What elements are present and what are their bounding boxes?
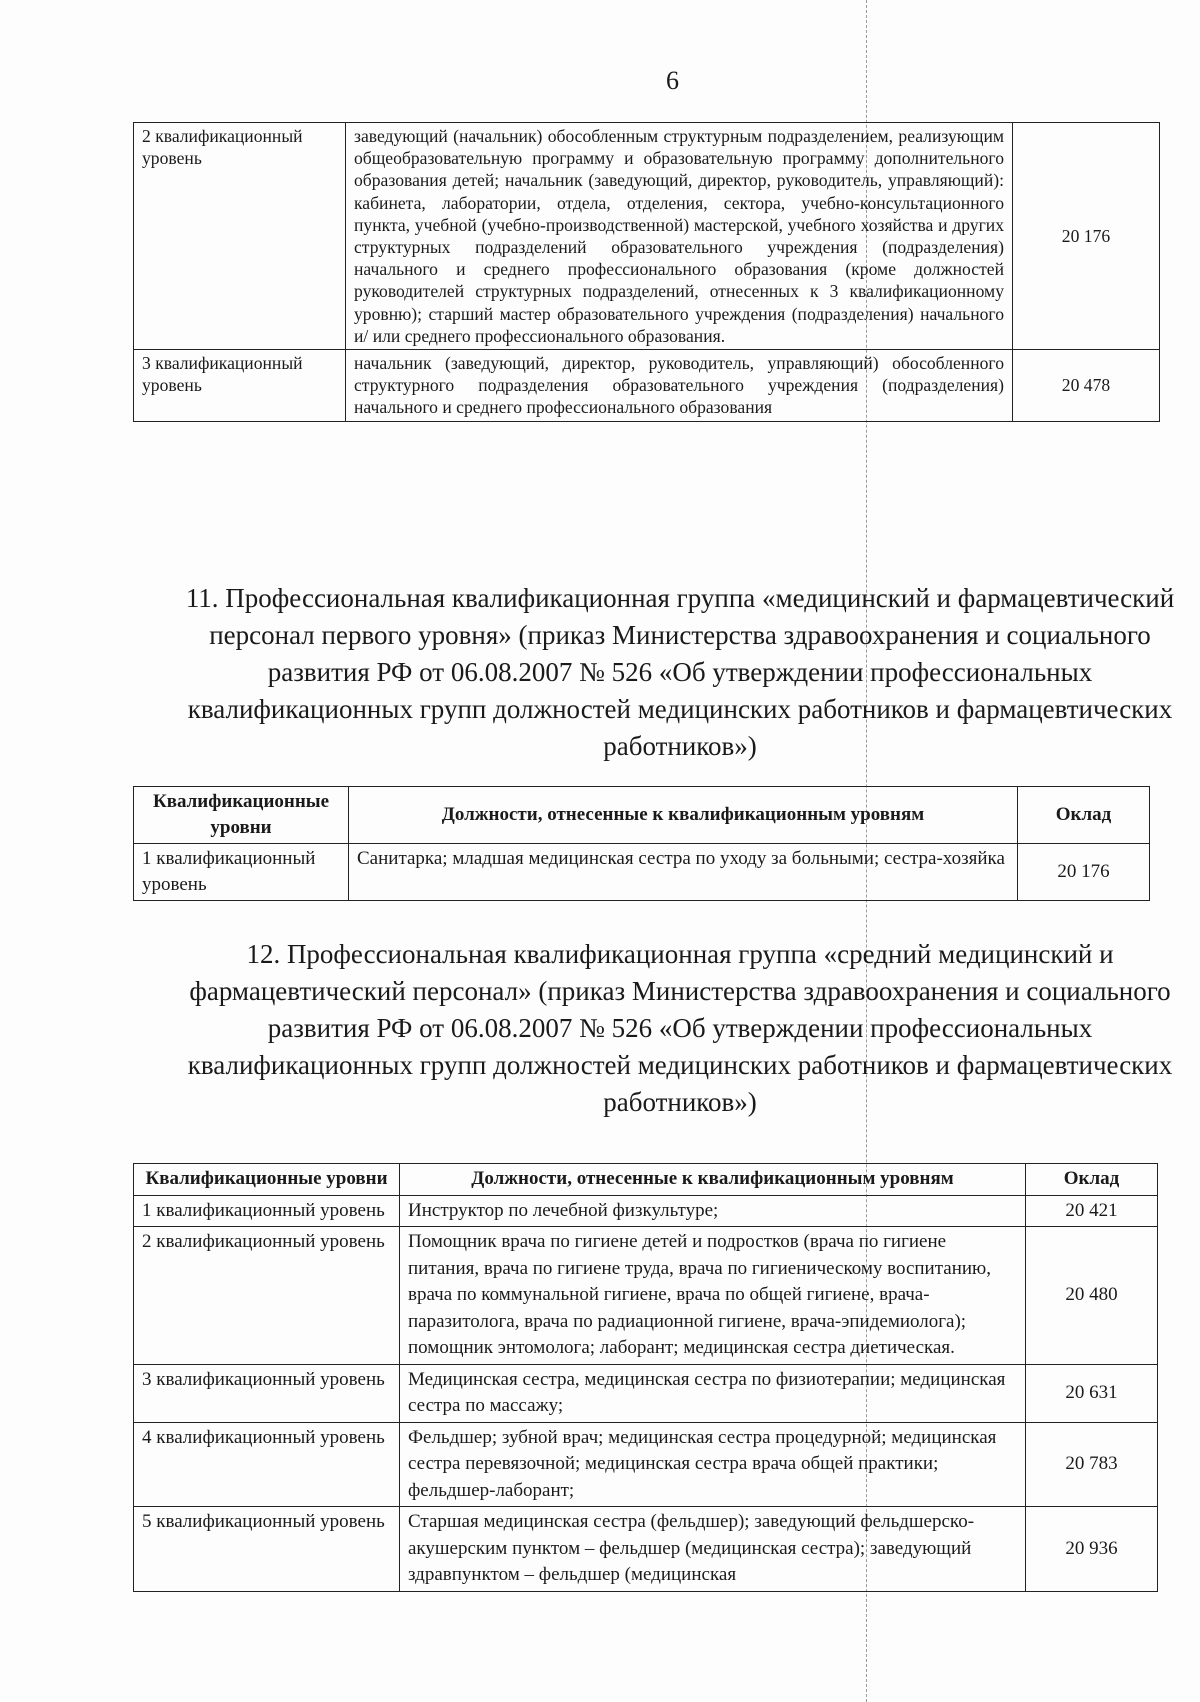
header-positions: Должности, отнесенные к квалификационным уровням: [349, 787, 1018, 844]
level-cell: 3 квалификационный уровень: [134, 350, 346, 422]
table-header-row: [134, 1164, 1158, 1196]
level-cell: 4 квалификационный уровень: [134, 1422, 400, 1507]
header-salary: Оклад: [1018, 787, 1150, 844]
positions-cell: начальник (заведующий, директор, руководитель, управляющий) обособленного структурного подразделения образовательного учреждения (подразделения) начального и среднего профессионального образования: [346, 350, 1013, 422]
positions-cell: Фельдшер; зубной врач; медицинская сестра процедурной; медицинская сестра перевязочной; медицинская сестра врача общей практики; фельдшер-лаборант;: [400, 1422, 1026, 1507]
positions-cell: Санитарка; младшая медицинская сестра по уходу за больными; сестра-хозяйка: [349, 844, 1018, 901]
header-level: Квалификационные уровни: [134, 787, 349, 844]
salary-cell: 20 631: [1026, 1364, 1158, 1422]
salary-cell: 20 936: [1026, 1507, 1158, 1592]
qualification-table-continued: [133, 122, 1160, 422]
section-12-table: [133, 1163, 1158, 1592]
positions-cell: заведующий (начальник) обособленным структурным подразделением, реализующим общеобразовательную программу и образовательную программу дополнительного образования детей; начальник (заведующий, директор, руководитель, управляющий): кабинета, лаборатории, отдела, отделения, сектора, учебно-консультационного пункта, учебной (учебно-производственной) мастерской, учебного хозяйства и других структурных подразделений образовательного учреждения (подразделения) начального и среднего профессионального образования (кроме должностей руководителей структурных подразделений, отнесенных к 3 квалификационному уровню); старший мастер образовательного учреждения (подразделения) начального и/ или среднего профессионального образования.: [346, 123, 1013, 350]
header-level: Квалификационные уровни: [134, 1164, 400, 1196]
positions-cell: Старшая медицинская сестра (фельдшер); заведующий фельдшерско-акушерским пунктом – фельдшер (медицинская сестра); заведующий здравпунктом – фельдшер (медицинская: [400, 1507, 1026, 1592]
table-row: [134, 1364, 1158, 1422]
level-cell: 5 квалификационный уровень: [134, 1507, 400, 1592]
level-cell: 1 квалификационный уровень: [134, 1195, 400, 1227]
level-cell: 2 квалификационный уровень: [134, 1227, 400, 1365]
salary-cell: 20 176: [1018, 844, 1150, 901]
salary-cell: 20 176: [1013, 123, 1160, 350]
section-11-heading: 11. Профессиональная квалификационная группа «медицинский и фармацевтический персонал первого уровня» (приказ Министерства здравоохранения и социального развития РФ от 06.08.2007 № 526 «Об утверждении профессиональных квалификационных групп должностей медицинских работников и фармацевтических работников»): [185, 583, 1175, 761]
table-row: [134, 1195, 1158, 1227]
positions-cell: Помощник врача по гигиене детей и подростков (врача по гигиене питания, врача по гигиене труда, врача по гигиеническому воспитанию, врача по коммунальной гигиене, врача по общей гигиене, врача-паразитолога, врача по радиационной гигиене, врача-эпидемиолога); помощник энтомолога; лаборант; медицинская сестра диетическая.: [400, 1227, 1026, 1365]
table-row: [134, 350, 1160, 422]
page-number: 6: [666, 66, 679, 95]
table-row: [134, 1422, 1158, 1507]
salary-cell: 20 783: [1026, 1422, 1158, 1507]
salary-cell: 20 480: [1026, 1227, 1158, 1365]
table-row: [134, 1507, 1158, 1592]
section-12-heading: 12. Профессиональная квалификационная группа «средний медицинский и фармацевтический персонал» (приказ Министерства здравоохранения и социального развития РФ от 06.08.2007 № 526 «Об утверждении профессиональных квалификационных групп должностей медицинских работников и фармацевтических работников»): [187, 939, 1173, 1117]
table-row: [134, 844, 1150, 901]
table-header-row: [134, 787, 1150, 844]
table-row: [134, 1227, 1158, 1365]
level-cell: 2 квалификационный уровень: [134, 123, 346, 350]
positions-cell: Инструктор по лечебной физкультуре;: [400, 1195, 1026, 1227]
positions-cell: Медицинская сестра, медицинская сестра по физиотерапии; медицинская сестра по массажу;: [400, 1364, 1026, 1422]
header-positions: Должности, отнесенные к квалификационным уровням: [400, 1164, 1026, 1196]
level-cell: 3 квалификационный уровень: [134, 1364, 400, 1422]
level-cell: 1 квалификационный уровень: [134, 844, 349, 901]
header-salary: Оклад: [1026, 1164, 1158, 1196]
salary-cell: 20 421: [1026, 1195, 1158, 1227]
table-row: [134, 123, 1160, 350]
salary-cell: 20 478: [1013, 350, 1160, 422]
section-11-table: [133, 786, 1150, 901]
